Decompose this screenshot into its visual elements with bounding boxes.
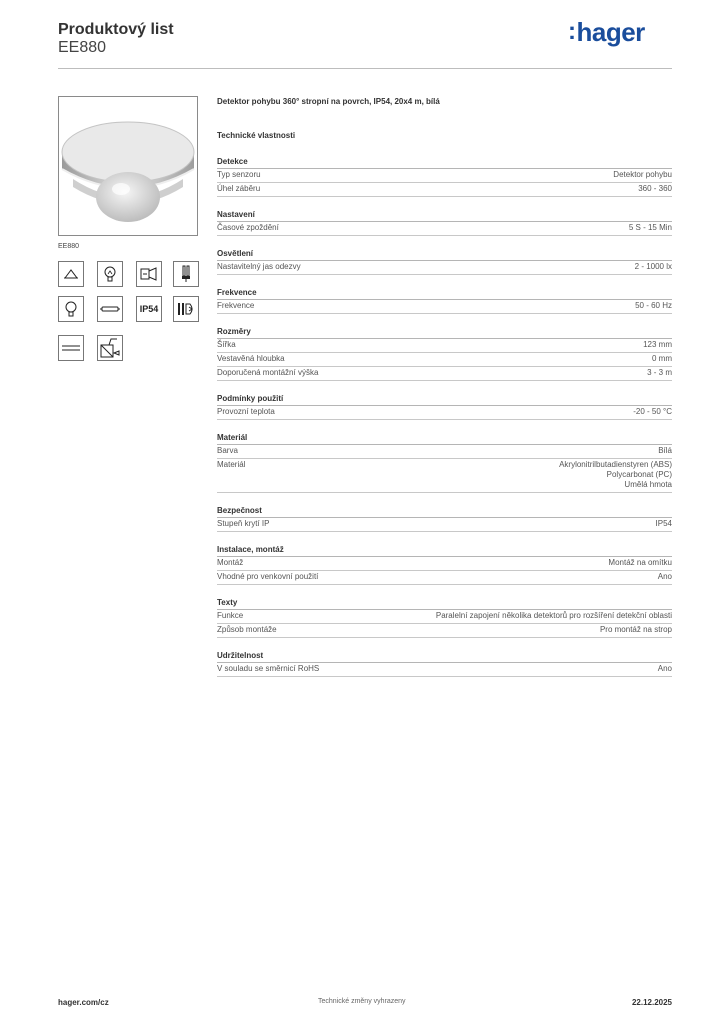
page-title: Produktový list	[58, 21, 174, 38]
motor-load-icon	[173, 296, 199, 322]
footer-date: 22.12.2025	[631, 998, 672, 1007]
spec-label: Nastavitelný jas odezvy	[217, 262, 301, 271]
spec-label: Vhodné pro venkovní použití	[217, 572, 319, 581]
spec-section-heading: Frekvence	[217, 287, 672, 300]
bulb-icon	[58, 296, 84, 322]
spec-row	[217, 459, 672, 493]
spec-value	[647, 368, 672, 378]
spec-section-heading: Nastavení	[217, 209, 672, 222]
spec-value	[633, 407, 672, 417]
spec-label: Funkce	[217, 611, 244, 620]
hager-logo: :hager	[568, 17, 645, 47]
footer-notice: Technické změny vyhrazeny	[318, 998, 406, 1005]
spec-label: Frekvence	[217, 301, 255, 310]
spec-section-heading: Podmínky použití	[217, 393, 672, 406]
spec-value-line: Polycarbonat (PC)	[606, 470, 672, 479]
led-strip-icon	[58, 335, 84, 361]
spec-value	[608, 558, 672, 568]
spec-label: Stupeň krytí IP	[217, 519, 270, 528]
spec-value	[600, 625, 672, 635]
spec-label: Materiál	[217, 460, 246, 469]
ip54-icon: IP54	[136, 296, 162, 322]
section-gap	[217, 236, 672, 248]
spec-table	[217, 156, 672, 677]
spec-value	[658, 572, 672, 582]
spec-value-line: IP54	[655, 519, 672, 528]
spec-label: Časové zpoždění	[217, 223, 279, 232]
spec-value-line: Ano	[657, 572, 672, 581]
spec-value-line: Bílá	[658, 446, 672, 455]
spec-value-line: 123 mm	[643, 340, 672, 349]
spec-value	[629, 223, 672, 233]
spec-value	[656, 519, 672, 529]
spec-row	[217, 624, 672, 638]
halogen-lamp-icon	[136, 261, 162, 287]
spec-row	[217, 300, 672, 314]
fluorescent-lamp-icon	[173, 261, 199, 287]
spec-value-line: Detektor pohybu	[613, 170, 672, 179]
product-image	[58, 96, 198, 236]
spec-section-heading: Texty	[217, 597, 672, 610]
spec-label: Vestavěná hloubka	[217, 354, 285, 363]
spec-row	[217, 222, 672, 236]
spec-row	[217, 610, 672, 624]
spec-section-heading: Udržitelnost	[217, 650, 672, 663]
spec-row	[217, 571, 672, 585]
spec-label: Doporučená montážní výška	[217, 368, 319, 377]
spec-row	[217, 557, 672, 571]
spec-value-line: 3 - 3 m	[647, 368, 672, 377]
spec-row	[217, 518, 672, 532]
section-gap	[217, 381, 672, 393]
spec-value	[635, 262, 672, 272]
spec-row	[217, 406, 672, 420]
image-caption: EE880	[58, 243, 80, 250]
spec-row	[217, 445, 672, 459]
spec-value-line: 2 - 1000 lx	[634, 262, 672, 271]
spec-label: Úhel záběru	[217, 184, 261, 193]
section-gap	[217, 314, 672, 326]
spec-label: Montáž	[217, 558, 244, 567]
spec-value-line: Akrylonitrilbutadienstyren (ABS)	[559, 460, 672, 469]
spec-section-heading: Rozměry	[217, 326, 672, 339]
spec-label: Typ senzoru	[217, 170, 261, 179]
spec-row	[217, 183, 672, 197]
header-divider	[58, 68, 672, 69]
spec-section-heading: Instalace, montáž	[217, 544, 672, 557]
spec-section-heading: Osvětlení	[217, 248, 672, 261]
spec-value	[658, 446, 672, 456]
technical-properties-title: Technické vlastnosti	[217, 131, 296, 140]
spec-value	[635, 301, 672, 311]
spec-value-line: 0 mm	[652, 354, 672, 363]
installation-symbol-icon	[97, 335, 123, 361]
section-gap	[217, 420, 672, 432]
spec-value	[559, 460, 672, 490]
spec-section-heading: Materiál	[217, 432, 672, 445]
section-gap	[217, 638, 672, 650]
spec-value-line: Montáž na omítku	[608, 558, 672, 567]
product-code: EE880	[58, 39, 107, 56]
spec-row	[217, 169, 672, 183]
spec-value	[643, 340, 672, 350]
spec-label: Šířka	[217, 340, 236, 349]
spec-value-line: 5 S - 15 Min	[628, 223, 672, 232]
product-description: Detektor pohybu 360° stropní na povrch, IP54, 20x4 m, bílá	[217, 97, 440, 106]
section-gap	[217, 532, 672, 544]
spec-label: V souladu se směrnicí RoHS	[217, 664, 320, 673]
spec-value-line: Paralelní zapojení několika detektorů pro rozšíření detekční oblasti	[435, 611, 672, 620]
section-gap	[217, 197, 672, 209]
spec-section-heading: Bezpečnost	[217, 505, 672, 518]
footer-website: hager.com/cz	[58, 998, 109, 1007]
section-gap	[217, 585, 672, 597]
spec-value-line: Ano	[657, 664, 672, 673]
spec-label: Barva	[217, 446, 238, 455]
spec-value-line: Umělá hmota	[624, 480, 672, 489]
spec-value	[613, 170, 672, 180]
spec-value	[658, 664, 672, 674]
spec-value-line: -20 - 50 °C	[633, 407, 672, 416]
spec-value-line: 360 - 360	[638, 184, 672, 193]
spec-row	[217, 261, 672, 275]
spec-label: Způsob montáže	[217, 625, 277, 634]
spec-row	[217, 663, 672, 677]
section-gap	[217, 275, 672, 287]
spec-row	[217, 339, 672, 353]
fluorescent-tube-icon	[97, 296, 123, 322]
spec-value-line: Pro montáž na strop	[599, 625, 672, 634]
spec-value	[436, 611, 672, 621]
spec-row	[217, 367, 672, 381]
spec-row	[217, 353, 672, 367]
spec-value-line: 50 - 60 Hz	[635, 301, 672, 310]
spec-label: Provozní teplota	[217, 407, 275, 416]
spec-value	[652, 354, 672, 364]
spec-value	[638, 184, 672, 194]
section-gap	[217, 493, 672, 505]
ceiling-mount-icon	[58, 261, 84, 287]
spec-section-heading: Detekce	[217, 156, 672, 169]
incandescent-lamp-icon	[97, 261, 123, 287]
